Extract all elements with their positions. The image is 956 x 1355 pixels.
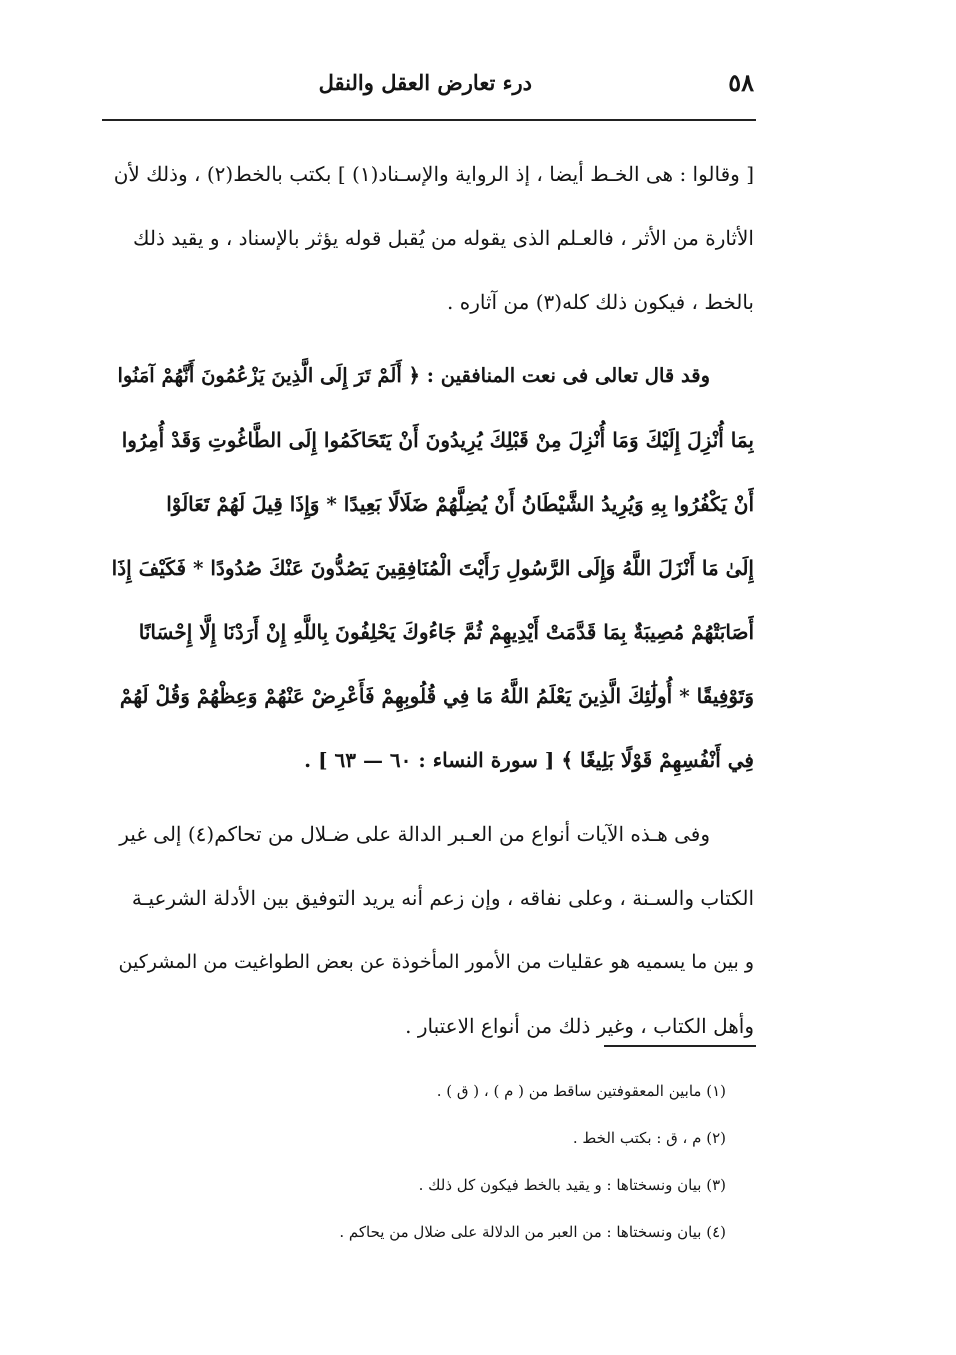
text-line: و بين ما يسميه هو عقليات من الأمور المأخوذة عن بعض الطواغيت من المشركين — [118, 951, 754, 973]
page-header — [100, 68, 754, 114]
quran-line: فِي أَنْفُسِهِمْ قَوْلًا بَلِيغًا ﴾ [ سورة النساء : ٦٠ — ٦٣ ] . — [304, 748, 754, 772]
text-line: بالخط ، فيكون ذلك كله(٣) من آثاره . — [447, 290, 754, 314]
quran-line: وقد قال تعالى فى نعت المنافقين : ﴿ أَلَمْ تَرَ إِلَى الَّذِينَ يَزْعُمُونَ أَنَّهُمْ آمَنُوا — [117, 364, 710, 387]
text-line: [ وقالوا : هى الخـط أيضا ، إذ الرواية والإسـناد(١) ] بكتب بالخط(٢) ، وذلك لأن — [113, 162, 754, 186]
quran-line: بِمَا أُنْزِلَ إِلَيْكَ وَمَا أُنْزِلَ مِنْ قَبْلِكَ يُرِيدُونَ أَنْ يَتَحَاكَمُوا إِلَى الطَّاغُوتِ وَقَدْ أُمِرُوا — [121, 428, 754, 452]
text-line: الأثارة من الأثر ، فالعـلم الذى يقوله من يُقبل قوله يؤثر بالإسناد ، و يقيد ذلك — [133, 226, 754, 250]
quran-line: وَتَوْفِيقًا * أُولَٰئِكَ الَّذِينَ يَعْلَمُ اللَّهُ مَا فِي قُلُوبِهِمْ فَأَعْرِضْ عَنْهُمْ وَعِظْهُمْ وَقُلْ لَهُمْ — [119, 684, 754, 708]
footnote: (١) مابين المعقوفتين ساقط من ( م ) ، ( ق ) . — [436, 1082, 726, 1100]
quran-line: أَنْ يَكْفُرُوا بِهِ وَيُرِيدُ الشَّيْطَانُ أَنْ يُضِلَّهُمْ ضَلَالًا بَعِيدًا * وَإِذَا قِيلَ لَهُمْ تَعَالَوْا — [166, 492, 754, 516]
footnote: (٤) بيان ونسختاها : من العبر من الدلالة على ضلال من يحاكم . — [339, 1223, 726, 1241]
footnotes — [290, 1068, 726, 1256]
footnote: (٣) بيان ونسختاها : و يقيد بالخط فيكون كل ذلك . — [418, 1176, 726, 1194]
running-title: درء تعارض العقل والنقل — [318, 70, 532, 95]
paragraph-gap — [104, 792, 754, 802]
footnote-rule — [604, 1045, 756, 1047]
text-line: وأهل الكتاب ، وغير ذلك من أنواع الاعتبار . — [405, 1014, 754, 1038]
text-line: وفى هـذه الآيات أنواع من العـبر الدالة على ضـلال من تحاكم(٤) إلى غير — [119, 822, 710, 846]
header-rule — [102, 119, 756, 121]
page-number: ٥٨ — [728, 68, 754, 97]
text-line: الكتاب والسـنة ، وعلى نفاقه ، وإن زعم أنه يريد التوفيق بين الأدلة الشرعيـة — [131, 886, 754, 910]
footnote: (٢) م ، ق : بكتب الخط . — [572, 1129, 726, 1147]
quran-line: إِلَىٰ مَا أَنْزَلَ اللَّهُ وَإِلَى الرَّسُولِ رَأَيْتَ الْمُنَافِقِينَ يَصُدُّونَ عَنْكَ صُدُودًا * فَكَيْفَ إِذَا — [111, 556, 754, 580]
paragraph-gap — [104, 334, 754, 344]
main-text — [104, 142, 754, 1058]
quran-line: أَصَابَتْهُمْ مُصِيبَةٌ بِمَا قَدَّمَتْ أَيْدِيهِمْ ثُمَّ جَاءُوكَ يَحْلِفُونَ بِاللَّهِ إِنْ أَرَدْنَا إِلَّا إِحْسَانًا — [138, 620, 754, 644]
